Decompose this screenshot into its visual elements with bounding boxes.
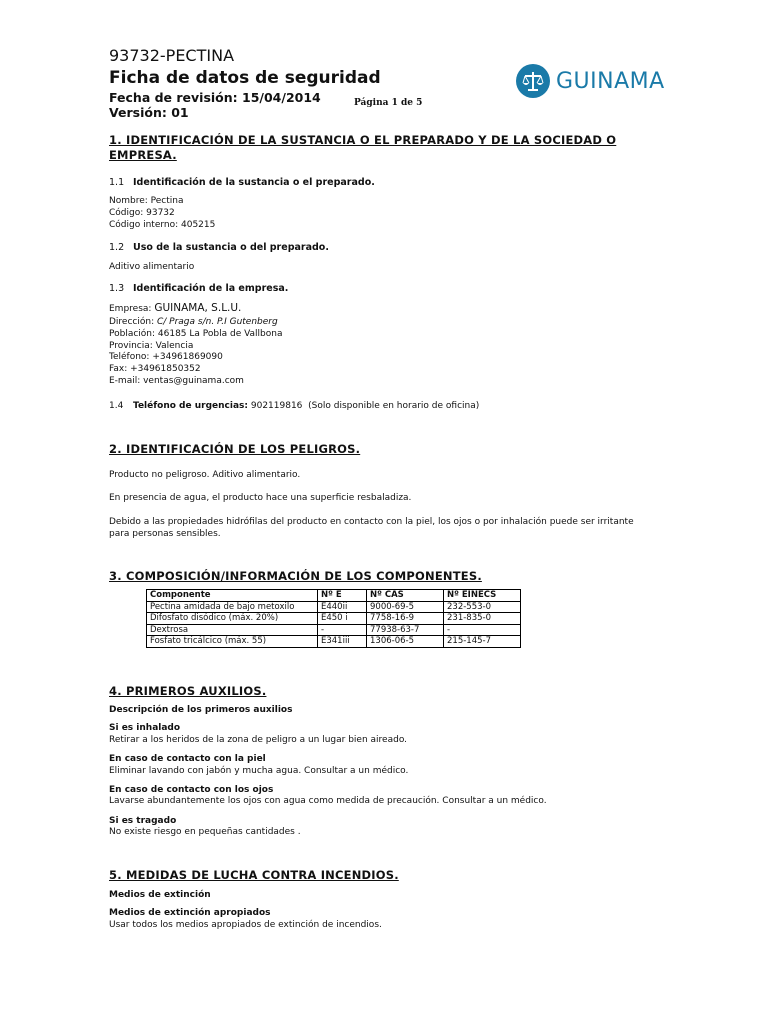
column-header: Componente xyxy=(147,590,318,602)
table-cell: - xyxy=(318,624,367,636)
table-cell: Dextrosa xyxy=(147,624,318,636)
subsection-1-1-title xyxy=(109,177,375,188)
column-header: Nº CAS xyxy=(367,590,444,602)
eye-contact-text: Lavarse abundantemente los ojos con agua como medida de precaución. Consultar a un médico. xyxy=(109,796,547,806)
subsection-label: Identificación de la empresa. xyxy=(133,283,289,294)
subsection-1-3-title xyxy=(109,283,288,294)
column-header: Nº E xyxy=(318,590,367,602)
subsection-1-2-title xyxy=(109,242,329,253)
phone-line: Teléfono: +34961869090 xyxy=(109,352,223,362)
section-5-title: 5. MEDIDAS DE LUCHA CONTRA INCENDIOS. xyxy=(109,868,399,882)
subsection-number: 1.1 xyxy=(109,177,125,188)
table-cell: E440ii xyxy=(318,601,367,613)
address-value: C/ Praga s/n. P.I Gutenberg xyxy=(156,317,278,327)
table-cell: Fosfato tricálcico (máx. 55) xyxy=(147,636,318,648)
first-aid-description-title: Descripción de los primeros auxilios xyxy=(109,705,293,715)
subsection-label: Uso de la sustancia o del preparado. xyxy=(133,242,329,253)
section-1-title-line1: 1. IDENTIFICACIÓN DE LA SUSTANCIA O EL PREPARADO Y DE LA SOCIEDAD O xyxy=(109,133,617,147)
table-row xyxy=(147,613,521,625)
table-cell: Difosfato disódico (máx. 20%) xyxy=(147,613,318,625)
email-line: E-mail: ventas@guinama.com xyxy=(109,376,244,386)
swallowed-text: No existe riesgo en pequeñas cantidades . xyxy=(109,827,301,837)
emergency-label: Teléfono de urgencias: xyxy=(133,401,248,411)
table-cell: 9000-69-5 xyxy=(367,601,444,613)
document-title: Ficha de datos de seguridad xyxy=(109,68,381,88)
table-cell: 232-553-0 xyxy=(444,601,521,613)
table-cell: 215-145-7 xyxy=(444,636,521,648)
address-line xyxy=(109,316,278,328)
emergency-line xyxy=(109,400,479,412)
scales-icon xyxy=(516,64,550,98)
table-row xyxy=(147,636,521,648)
section-3-title: 3. COMPOSICIÓN/INFORMACIÓN DE LOS COMPONENTES. xyxy=(109,569,482,583)
product-code-line: Código: 93732 xyxy=(109,208,175,218)
product-name: Nombre: Pectina xyxy=(109,196,184,206)
page-indicator: Página 1 de 5 xyxy=(354,98,423,108)
composition-table xyxy=(146,589,521,648)
table-cell: Pectina amidada de bajo metoxilo xyxy=(147,601,318,613)
table-cell: 7758-16-9 xyxy=(367,613,444,625)
inhaled-title: Si es inhalado xyxy=(109,723,181,733)
extinction-media-title: Medios de extinción xyxy=(109,890,211,900)
address-label: Dirección: xyxy=(109,317,157,327)
section-2-title: 2. IDENTIFICACIÓN DE LOS PELIGROS. xyxy=(109,442,361,456)
swallowed-title: Si es tragado xyxy=(109,816,177,826)
table-row xyxy=(147,601,521,613)
product-code: 93732-PECTINA xyxy=(109,46,235,65)
skin-contact-title: En caso de contacto con la piel xyxy=(109,754,266,764)
hazard-paragraph-3-line2: para personas sensibles. xyxy=(109,529,221,539)
logo-text: GUINAMA xyxy=(556,68,665,94)
suitable-extinction-title: Medios de extinción apropiados xyxy=(109,908,271,918)
internal-code: Código interno: 405215 xyxy=(109,220,216,230)
eye-contact-title: En caso de contacto con los ojos xyxy=(109,785,274,795)
table-header-row xyxy=(147,590,521,602)
table-cell: 231-835-0 xyxy=(444,613,521,625)
table-cell: 77938-63-7 xyxy=(367,624,444,636)
emergency-number: 902119816 xyxy=(250,401,303,411)
subsection-number: 1.3 xyxy=(109,283,125,294)
revision-date: Fecha de revisión: 15/04/2014 xyxy=(109,90,321,105)
product-use: Aditivo alimentario xyxy=(109,262,195,272)
company-logo xyxy=(516,64,665,98)
section-1-title xyxy=(109,133,616,163)
suitable-extinction-text: Usar todos los medios apropiados de extinción de incendios. xyxy=(109,920,382,930)
table-row xyxy=(147,624,521,636)
company-line xyxy=(109,302,241,315)
table-cell: E450 i xyxy=(318,613,367,625)
fax-line: Fax: +34961850352 xyxy=(109,364,201,374)
subsection-number: 1.4 xyxy=(109,401,124,411)
skin-contact-text: Eliminar lavando con jabón y mucha agua. Consultar a un médico. xyxy=(109,766,409,776)
column-header: Nº EINECS xyxy=(444,590,521,602)
table-cell: 1306-06-5 xyxy=(367,636,444,648)
hazard-paragraph-1: Producto no peligroso. Aditivo alimentario. xyxy=(109,470,301,480)
subsection-label: Identificación de la sustancia o el preparado. xyxy=(133,177,375,188)
hazard-paragraph-3-line1: Debido a las propiedades hidrófilas del producto en contacto con la piel, los ojos o por inhalación puede ser irritante xyxy=(109,517,634,527)
inhaled-text: Retirar a los heridos de la zona de peligro a un lugar bien aireado. xyxy=(109,735,408,745)
town-line: Población: 46185 La Pobla de Vallbona xyxy=(109,329,283,339)
section-4-title: 4. PRIMEROS AUXILIOS. xyxy=(109,684,267,698)
emergency-note: (Solo disponible en horario de oficina) xyxy=(308,401,480,411)
company-name: GUINAMA, S.L.U. xyxy=(154,302,242,314)
province-line: Provincia: Valencia xyxy=(109,341,194,351)
table-cell: - xyxy=(444,624,521,636)
table-cell: E341iii xyxy=(318,636,367,648)
section-1-title-line2: EMPRESA. xyxy=(109,148,177,162)
subsection-number: 1.2 xyxy=(109,242,125,253)
hazard-paragraph-2: En presencia de agua, el producto hace una superficie resbaladiza. xyxy=(109,493,412,503)
document-version: Versión: 01 xyxy=(109,105,189,120)
company-label: Empresa: xyxy=(109,304,155,314)
